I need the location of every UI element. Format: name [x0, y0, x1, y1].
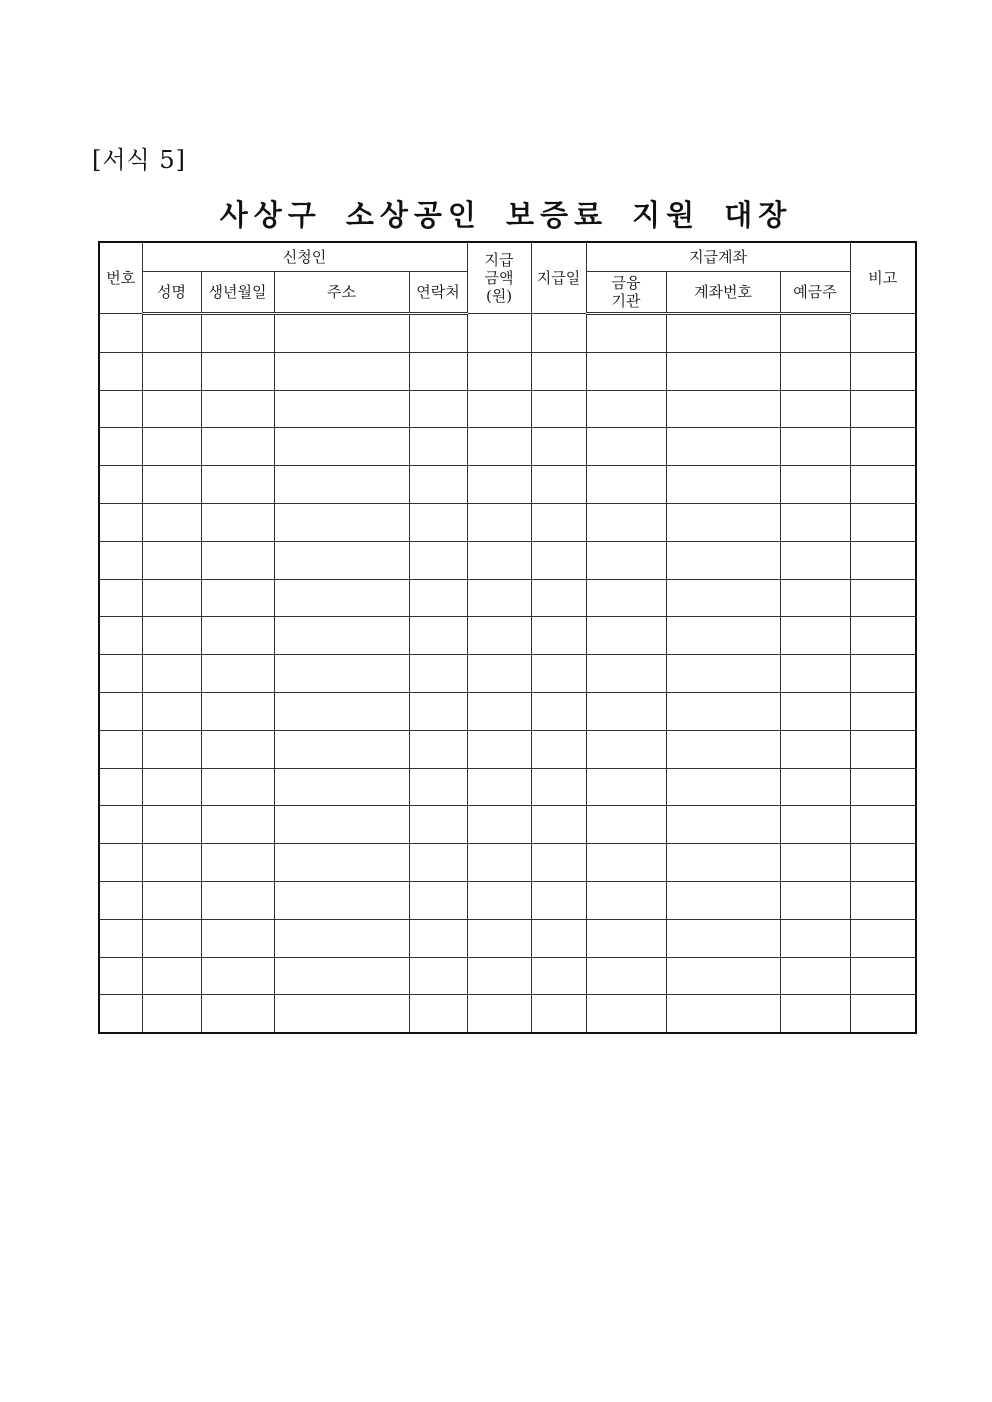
cell-bank[interactable] [586, 352, 666, 390]
cell-amount[interactable] [467, 881, 531, 919]
cell-number[interactable] [99, 579, 142, 617]
cell-name[interactable] [142, 919, 201, 957]
cell-bank[interactable] [586, 390, 666, 428]
cell-remarks[interactable] [850, 692, 916, 730]
cell-pay-date[interactable] [531, 314, 586, 353]
cell-pay-date[interactable] [531, 466, 586, 504]
cell-account-number[interactable] [666, 390, 780, 428]
cell-number[interactable] [99, 957, 142, 995]
cell-contact[interactable] [409, 957, 467, 995]
cell-bank[interactable] [586, 881, 666, 919]
cell-remarks[interactable] [850, 730, 916, 768]
cell-pay-date[interactable] [531, 995, 586, 1033]
header-holder: 예금주 [780, 272, 850, 314]
cell-pay-date[interactable] [531, 352, 586, 390]
cell-address[interactable] [274, 617, 409, 655]
cell-account-number[interactable] [666, 579, 780, 617]
header-bank-line1: 금융 [611, 274, 641, 292]
register-body [99, 314, 916, 1034]
cell-name[interactable] [142, 995, 201, 1033]
cell-birthdate[interactable] [201, 844, 274, 882]
cell-birthdate[interactable] [201, 314, 274, 353]
cell-account-number[interactable] [666, 919, 780, 957]
cell-amount[interactable] [467, 806, 531, 844]
cell-account-number[interactable] [666, 995, 780, 1033]
cell-amount[interactable] [467, 352, 531, 390]
cell-amount[interactable] [467, 692, 531, 730]
cell-name[interactable] [142, 503, 201, 541]
header-amount-line1: 지급 [484, 251, 514, 269]
header-bank-line2: 기관 [611, 292, 641, 310]
header-pay-date: 지급일 [531, 242, 586, 314]
cell-remarks[interactable] [850, 390, 916, 428]
cell-holder[interactable] [780, 768, 850, 806]
cell-bank[interactable] [586, 692, 666, 730]
cell-account-number[interactable] [666, 314, 780, 353]
cell-holder[interactable] [780, 541, 850, 579]
cell-number[interactable] [99, 352, 142, 390]
cell-number[interactable] [99, 390, 142, 428]
cell-pay-date[interactable] [531, 730, 586, 768]
cell-holder[interactable] [780, 919, 850, 957]
cell-birthdate[interactable] [201, 881, 274, 919]
cell-name[interactable] [142, 390, 201, 428]
cell-address[interactable] [274, 881, 409, 919]
cell-number[interactable] [99, 881, 142, 919]
table-row [99, 957, 916, 995]
cell-name[interactable] [142, 352, 201, 390]
cell-name[interactable] [142, 957, 201, 995]
cell-pay-date[interactable] [531, 957, 586, 995]
cell-contact[interactable] [409, 428, 467, 466]
cell-address[interactable] [274, 579, 409, 617]
table-row [99, 768, 916, 806]
form-label: [서식 5] [92, 146, 186, 174]
cell-remarks[interactable] [850, 995, 916, 1033]
cell-remarks[interactable] [850, 579, 916, 617]
cell-amount[interactable] [467, 503, 531, 541]
cell-amount[interactable] [467, 579, 531, 617]
header-amount-line3: (원) [485, 287, 513, 305]
cell-account-number[interactable] [666, 617, 780, 655]
cell-number[interactable] [99, 466, 142, 504]
cell-contact[interactable] [409, 768, 467, 806]
cell-amount[interactable] [467, 730, 531, 768]
cell-address[interactable] [274, 844, 409, 882]
cell-remarks[interactable] [850, 806, 916, 844]
cell-address[interactable] [274, 768, 409, 806]
cell-holder[interactable] [780, 844, 850, 882]
cell-pay-date[interactable] [531, 503, 586, 541]
cell-birthdate[interactable] [201, 503, 274, 541]
cell-pay-date[interactable] [531, 579, 586, 617]
cell-bank[interactable] [586, 957, 666, 995]
cell-birthdate[interactable] [201, 655, 274, 693]
cell-name[interactable] [142, 768, 201, 806]
cell-account-number[interactable] [666, 730, 780, 768]
cell-holder[interactable] [780, 617, 850, 655]
cell-name[interactable] [142, 844, 201, 882]
cell-remarks[interactable] [850, 881, 916, 919]
cell-remarks[interactable] [850, 541, 916, 579]
cell-address[interactable] [274, 352, 409, 390]
header-contact: 연락처 [409, 272, 467, 314]
cell-number[interactable] [99, 428, 142, 466]
cell-contact[interactable] [409, 806, 467, 844]
header-birthdate: 생년월일 [201, 272, 274, 314]
table-row [99, 617, 916, 655]
table-row [99, 844, 916, 882]
cell-birthdate[interactable] [201, 466, 274, 504]
register-table [98, 241, 917, 1034]
cell-bank[interactable] [586, 466, 666, 504]
cell-pay-date[interactable] [531, 768, 586, 806]
cell-number[interactable] [99, 617, 142, 655]
cell-name[interactable] [142, 730, 201, 768]
cell-remarks[interactable] [850, 655, 916, 693]
header-amount-line2: 금액 [484, 269, 514, 287]
cell-contact[interactable] [409, 844, 467, 882]
table-row [99, 428, 916, 466]
table-row [99, 503, 916, 541]
cell-account-number[interactable] [666, 692, 780, 730]
cell-holder[interactable] [780, 503, 850, 541]
cell-pay-date[interactable] [531, 390, 586, 428]
cell-amount[interactable] [467, 844, 531, 882]
cell-birthdate[interactable] [201, 390, 274, 428]
cell-number[interactable] [99, 541, 142, 579]
table-row [99, 730, 916, 768]
cell-number[interactable] [99, 844, 142, 882]
header-bank [586, 272, 666, 314]
cell-amount[interactable] [467, 655, 531, 693]
cell-amount[interactable] [467, 995, 531, 1033]
table-row [99, 655, 916, 693]
cell-contact[interactable] [409, 881, 467, 919]
cell-pay-date[interactable] [531, 617, 586, 655]
cell-number[interactable] [99, 806, 142, 844]
cell-holder[interactable] [780, 881, 850, 919]
cell-remarks[interactable] [850, 428, 916, 466]
cell-amount[interactable] [467, 390, 531, 428]
cell-birthdate[interactable] [201, 617, 274, 655]
document-title: 사상구 소상공인 보증료 지원 대장 [219, 198, 793, 232]
cell-remarks[interactable] [850, 957, 916, 995]
cell-holder[interactable] [780, 466, 850, 504]
cell-address[interactable] [274, 428, 409, 466]
cell-contact[interactable] [409, 541, 467, 579]
table-row [99, 919, 916, 957]
cell-pay-date[interactable] [531, 428, 586, 466]
cell-holder[interactable] [780, 957, 850, 995]
cell-name[interactable] [142, 314, 201, 353]
cell-address[interactable] [274, 806, 409, 844]
cell-bank[interactable] [586, 655, 666, 693]
cell-name[interactable] [142, 541, 201, 579]
cell-remarks[interactable] [850, 314, 916, 353]
cell-bank[interactable] [586, 428, 666, 466]
cell-birthdate[interactable] [201, 541, 274, 579]
cell-contact[interactable] [409, 692, 467, 730]
cell-birthdate[interactable] [201, 428, 274, 466]
table-row [99, 466, 916, 504]
table-row [99, 579, 916, 617]
header-amount [467, 242, 531, 314]
cell-account-number[interactable] [666, 768, 780, 806]
cell-remarks[interactable] [850, 768, 916, 806]
cell-address[interactable] [274, 957, 409, 995]
cell-contact[interactable] [409, 352, 467, 390]
table-row [99, 881, 916, 919]
cell-pay-date[interactable] [531, 806, 586, 844]
header-applicant: 신청인 [142, 242, 467, 272]
cell-pay-date[interactable] [531, 655, 586, 693]
cell-contact[interactable] [409, 314, 467, 353]
cell-holder[interactable] [780, 655, 850, 693]
cell-contact[interactable] [409, 655, 467, 693]
cell-birthdate[interactable] [201, 579, 274, 617]
cell-address[interactable] [274, 503, 409, 541]
cell-remarks[interactable] [850, 466, 916, 504]
table-row [99, 995, 916, 1033]
cell-bank[interactable] [586, 617, 666, 655]
cell-address[interactable] [274, 995, 409, 1033]
cell-account-number[interactable] [666, 957, 780, 995]
cell-account-number[interactable] [666, 806, 780, 844]
cell-bank[interactable] [586, 730, 666, 768]
cell-amount[interactable] [467, 768, 531, 806]
cell-holder[interactable] [780, 314, 850, 353]
cell-address[interactable] [274, 314, 409, 353]
cell-birthdate[interactable] [201, 957, 274, 995]
cell-pay-date[interactable] [531, 692, 586, 730]
header-name: 성명 [142, 272, 201, 314]
cell-remarks[interactable] [850, 503, 916, 541]
cell-amount[interactable] [467, 314, 531, 353]
cell-name[interactable] [142, 466, 201, 504]
cell-name[interactable] [142, 579, 201, 617]
cell-remarks[interactable] [850, 617, 916, 655]
cell-remarks[interactable] [850, 919, 916, 957]
cell-pay-date[interactable] [531, 919, 586, 957]
header-address: 주소 [274, 272, 409, 314]
cell-bank[interactable] [586, 806, 666, 844]
cell-number[interactable] [99, 314, 142, 353]
cell-name[interactable] [142, 617, 201, 655]
cell-holder[interactable] [780, 390, 850, 428]
cell-account-number[interactable] [666, 352, 780, 390]
cell-account-number[interactable] [666, 503, 780, 541]
cell-contact[interactable] [409, 995, 467, 1033]
table-row [99, 541, 916, 579]
cell-contact[interactable] [409, 390, 467, 428]
cell-birthdate[interactable] [201, 352, 274, 390]
cell-account-number[interactable] [666, 428, 780, 466]
header-account: 지급계좌 [586, 242, 850, 272]
cell-address[interactable] [274, 919, 409, 957]
cell-amount[interactable] [467, 428, 531, 466]
cell-number[interactable] [99, 919, 142, 957]
cell-holder[interactable] [780, 692, 850, 730]
cell-number[interactable] [99, 655, 142, 693]
cell-holder[interactable] [780, 579, 850, 617]
cell-birthdate[interactable] [201, 692, 274, 730]
cell-birthdate[interactable] [201, 919, 274, 957]
cell-account-number[interactable] [666, 466, 780, 504]
cell-holder[interactable] [780, 995, 850, 1033]
cell-number[interactable] [99, 692, 142, 730]
cell-address[interactable] [274, 655, 409, 693]
cell-pay-date[interactable] [531, 844, 586, 882]
cell-remarks[interactable] [850, 352, 916, 390]
cell-bank[interactable] [586, 503, 666, 541]
cell-address[interactable] [274, 466, 409, 504]
cell-bank[interactable] [586, 995, 666, 1033]
cell-amount[interactable] [467, 466, 531, 504]
cell-amount[interactable] [467, 617, 531, 655]
table-row [99, 390, 916, 428]
cell-bank[interactable] [586, 541, 666, 579]
cell-contact[interactable] [409, 503, 467, 541]
header-remarks: 비고 [850, 242, 916, 314]
cell-amount[interactable] [467, 919, 531, 957]
table-row [99, 806, 916, 844]
cell-address[interactable] [274, 730, 409, 768]
cell-account-number[interactable] [666, 655, 780, 693]
table-row [99, 692, 916, 730]
header-account-number: 계좌번호 [666, 272, 780, 314]
cell-account-number[interactable] [666, 881, 780, 919]
cell-amount[interactable] [467, 541, 531, 579]
cell-contact[interactable] [409, 579, 467, 617]
cell-number[interactable] [99, 730, 142, 768]
cell-number[interactable] [99, 995, 142, 1033]
cell-birthdate[interactable] [201, 995, 274, 1033]
cell-name[interactable] [142, 806, 201, 844]
cell-pay-date[interactable] [531, 881, 586, 919]
cell-bank[interactable] [586, 844, 666, 882]
cell-amount[interactable] [467, 957, 531, 995]
table-row [99, 314, 916, 353]
cell-holder[interactable] [780, 428, 850, 466]
cell-remarks[interactable] [850, 844, 916, 882]
cell-birthdate[interactable] [201, 730, 274, 768]
table-row [99, 352, 916, 390]
header-number: 번호 [99, 242, 142, 314]
cell-name[interactable] [142, 428, 201, 466]
cell-bank[interactable] [586, 919, 666, 957]
cell-contact[interactable] [409, 617, 467, 655]
cell-bank[interactable] [586, 579, 666, 617]
cell-holder[interactable] [780, 352, 850, 390]
cell-account-number[interactable] [666, 541, 780, 579]
cell-address[interactable] [274, 390, 409, 428]
cell-holder[interactable] [780, 730, 850, 768]
cell-address[interactable] [274, 692, 409, 730]
cell-birthdate[interactable] [201, 768, 274, 806]
cell-pay-date[interactable] [531, 541, 586, 579]
cell-birthdate[interactable] [201, 806, 274, 844]
cell-account-number[interactable] [666, 844, 780, 882]
cell-contact[interactable] [409, 730, 467, 768]
cell-address[interactable] [274, 541, 409, 579]
cell-contact[interactable] [409, 919, 467, 957]
cell-name[interactable] [142, 655, 201, 693]
cell-holder[interactable] [780, 806, 850, 844]
cell-bank[interactable] [586, 768, 666, 806]
cell-number[interactable] [99, 768, 142, 806]
cell-contact[interactable] [409, 466, 467, 504]
cell-name[interactable] [142, 881, 201, 919]
cell-name[interactable] [142, 692, 201, 730]
cell-number[interactable] [99, 503, 142, 541]
cell-bank[interactable] [586, 314, 666, 353]
